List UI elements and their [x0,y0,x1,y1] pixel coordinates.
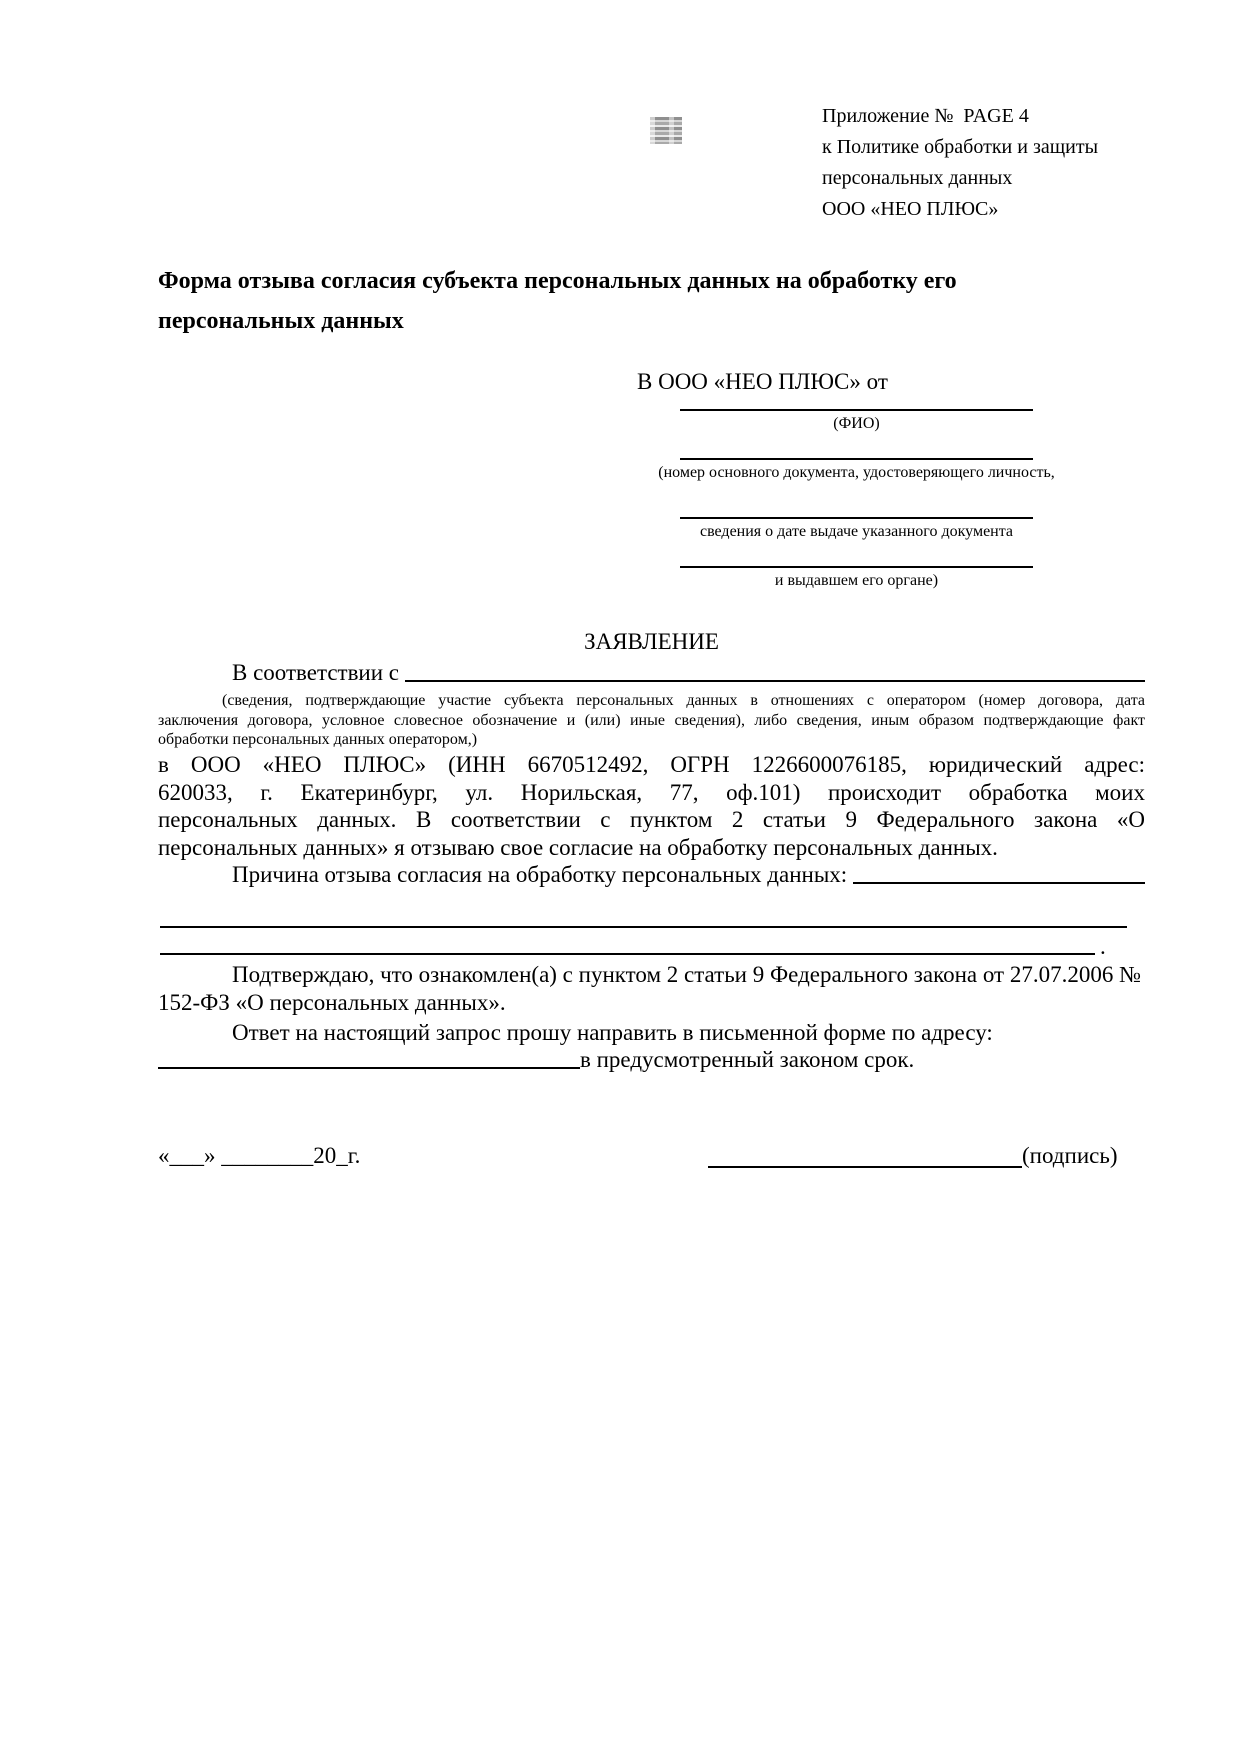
intro-prefix: В соответствии с [232,660,400,685]
appendix-line: к Политике обработки и защиты [822,136,1099,158]
body-line: персональных данных» я отзываю свое согласие на обработку персональных данных. [158,834,998,860]
appendix-line: персональных данных [822,167,1013,189]
blurred-text-artifact [650,117,682,144]
field-issuing-authority [680,566,1033,590]
field-underline [680,458,1033,460]
signature-label: (подпись) [1022,1143,1118,1168]
confirmation-paragraph: Подтверждаю, что ознакомлен(а) с пунктом 2 статьи 9 Федерального закона от 27.07.2006 № 152-ФЗ «О персональных данных». [158,962,1142,1015]
appendix-line: ООО «НЕО ПЛЮС» [822,198,999,220]
body-line: 620033, г. Екатеринбург, ул. Норильская, 77, оф.101) происходит обработка моих [158,779,1145,805]
reason-row [158,861,1145,888]
field-label: и выдавшем его органе) [774,572,939,589]
field-document-number [658,458,1055,482]
body-line: персональных данных. В соответствии с пунктом 2 статьи 9 Федерального закона «О [158,807,1145,832]
reply-request-line: Ответ на настоящий запрос прошу направить в письменной форме по адресу: [232,1020,993,1045]
reason-blank-underline [853,861,1145,884]
field-fio [680,409,1033,433]
date-blank: «___» ________20_г. [158,1143,361,1168]
address-blank-underline [158,1046,580,1069]
fine-print-line: обработки персональных данных оператором,) [158,731,478,748]
intro-row [158,659,1145,686]
intro-blank-underline [405,659,1145,682]
statement-body [158,751,1145,861]
signature-underline [708,1166,1022,1168]
field-underline [680,409,1033,411]
form-title: Форма отзыва согласия субъекта персональных данных на обработку его персональных данных [158,268,957,334]
appendix-header [822,101,1098,225]
blank-underline [160,926,1127,928]
reason-prefix: Причина отзыва согласия на обработку персональных данных: [232,862,848,887]
fine-print-line: заключения договора, условное словесное обозначение и (или) иные сведения), либо сведения, иным образом подтверждающие факт [158,711,1145,729]
field-underline [680,517,1033,519]
field-label: (ФИО) [833,415,880,432]
body-line: в ООО «НЕО ПЛЮС» (ИНН 6670512492, ОГРН 1226600076185, юридический адрес: [158,752,1145,777]
field-label: сведения о дате выдаче указанного документа [699,523,1014,540]
statement-heading: ЗАЯВЛЕНИЕ [584,629,719,654]
fine-print-note [158,691,1145,750]
blank-underline [160,953,1095,955]
field-issue-date [680,517,1033,541]
blank-line-period: . [1100,934,1106,959]
reply-address-row [158,1046,1145,1073]
field-underline [680,566,1033,568]
reply-suffix: в предусмотренный законом срок. [580,1047,915,1072]
recipient-line: В ООО «НЕО ПЛЮС» от [637,369,888,394]
fine-print-line: (сведения, подтверждающие участие субъекта персональных данных в отношениях с оператором (номер договора, дата [222,692,1145,709]
field-label: (номер основного документа, удостоверяющего личность, [658,464,1055,481]
appendix-line: Приложение № PAGE 4 [822,105,1029,127]
